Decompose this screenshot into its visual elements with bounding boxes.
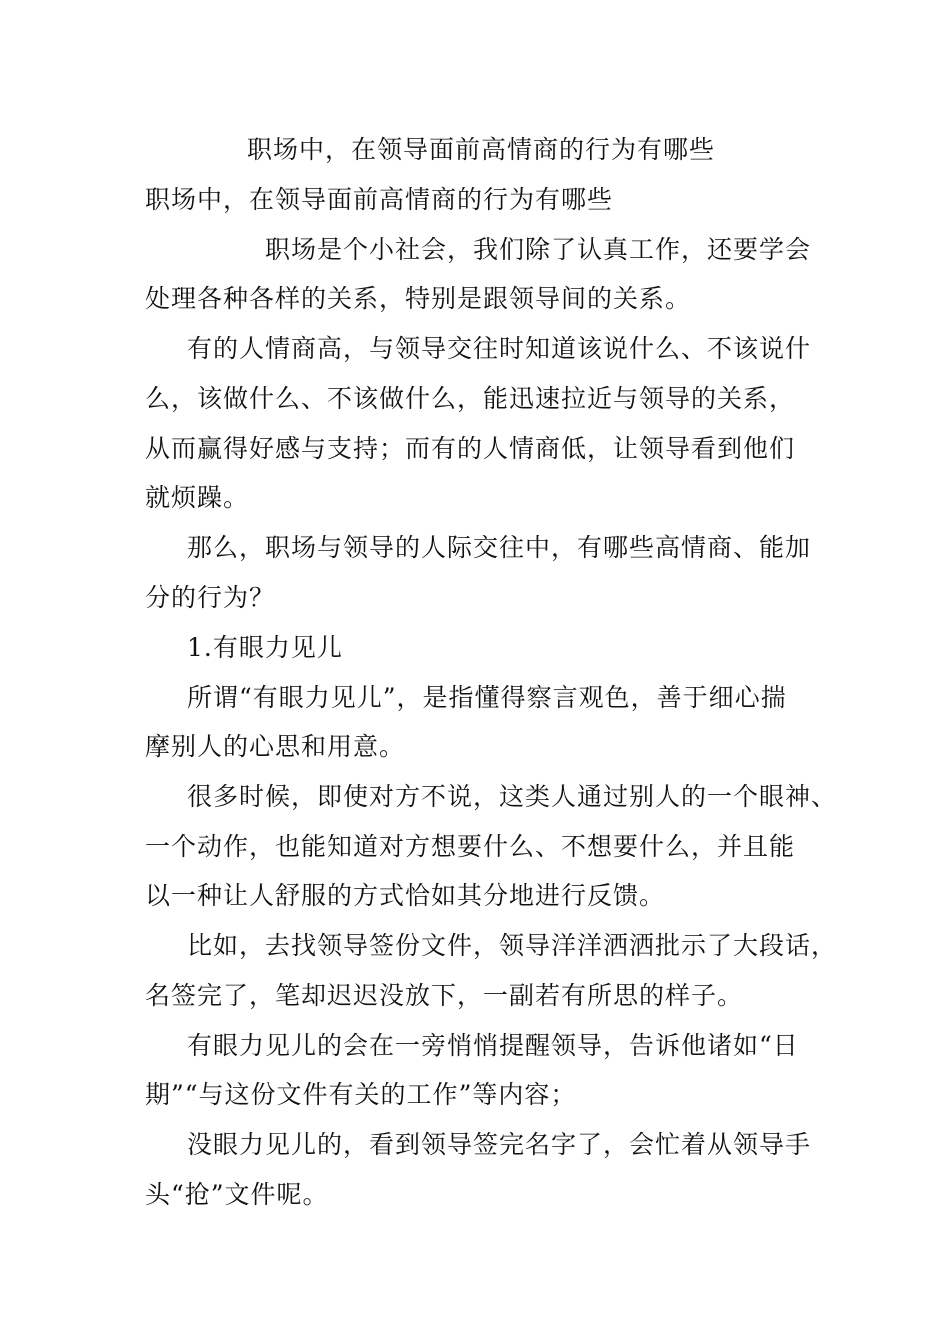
text-line: 处理各种各样的关系，特别是跟领导间的关系。	[145, 284, 692, 313]
text-line: 就烦躁。	[145, 483, 250, 512]
text-line: 很多时候，即使对方不说，这类人通过别人的一个眼神、	[187, 782, 838, 811]
document-title: 职场中，在领导面前高情商的行为有哪些	[247, 135, 716, 164]
text-line: 有眼力见儿的会在一旁悄悄提醒领导，告诉他诸如“日	[187, 1031, 799, 1060]
text-line: 有的人情商高，与领导交往时知道该说什么、不该说什	[187, 334, 812, 363]
text-line: 摩别人的心思和用意。	[145, 732, 406, 761]
text-line: 以一种让人舒服的方式恰如其分地进行反馈。	[145, 881, 666, 910]
text-line: 比如，去找领导签份文件，领导洋洋洒洒批示了大段话，	[187, 931, 838, 960]
text-line: 分的行为？	[145, 583, 276, 612]
text-line: 所谓“有眼力见儿”，是指懂得察言观色，善于细心揣	[187, 683, 787, 712]
text-line: 期”“与这份文件有关的工作”等内容；	[145, 1080, 577, 1109]
text-line: 职场是个小社会，我们除了认真工作，还要学会	[265, 235, 812, 264]
text-line: 那么，职场与领导的人际交往中，有哪些高情商、能加	[187, 533, 812, 562]
text-line: 从而赢得好感与支持；而有的人情商低，让领导看到他们	[145, 434, 796, 463]
text-line: 名签完了，笔却迟迟没放下，一副若有所思的样子。	[145, 981, 744, 1010]
text-line: 没眼力见儿的，看到领导签完名字了，会忙着从领导手	[187, 1130, 812, 1159]
text-line: 头“抢”文件呢。	[145, 1180, 329, 1209]
text-line: 一个动作，也能知道对方想要什么、不想要什么，并且能	[145, 832, 796, 861]
text-line: 么，该做什么、不该做什么，能迅速拉近与领导的关系，	[145, 384, 796, 413]
section-heading: 1.有眼力见儿	[187, 633, 343, 662]
document-title-repeat: 职场中，在领导面前高情商的行为有哪些	[145, 185, 614, 214]
